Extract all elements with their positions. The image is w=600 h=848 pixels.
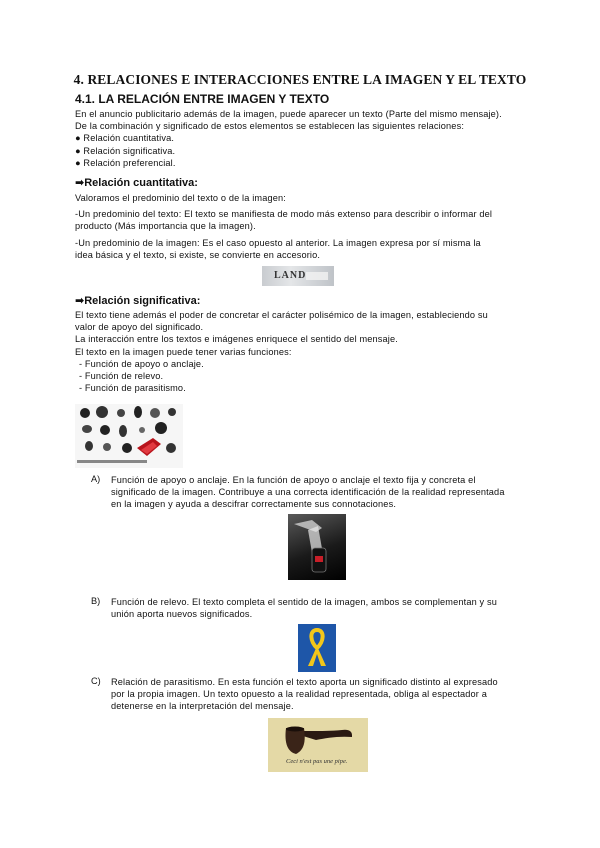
bullet-text: Relación significativa. bbox=[83, 145, 176, 156]
item-a-line: significado de la imagen. Contribuye a una correcta identificación de la realidad representada bbox=[111, 487, 505, 498]
signif-line: El texto en la imagen puede tener varias funciones: bbox=[75, 346, 292, 357]
footprints-collage-graphic bbox=[75, 404, 183, 468]
bullet-dot-icon: ● bbox=[75, 145, 81, 156]
quant-line: idea básica y el texto, si existe, se convierte en accesorio. bbox=[75, 249, 321, 260]
land-ad-word: LAND bbox=[274, 270, 307, 281]
bullet-text: Relación preferencial. bbox=[83, 157, 176, 168]
bullet-text: Relación cuantitativa. bbox=[83, 133, 175, 144]
yellow-ribbon-icon bbox=[298, 624, 336, 672]
function-item: - Función de relevo. bbox=[79, 371, 164, 382]
item-a-text bbox=[111, 474, 551, 511]
intro-paragraph bbox=[75, 108, 545, 169]
bullet-dot-icon: ● bbox=[75, 133, 81, 144]
significative-paragraph bbox=[75, 309, 545, 394]
bullet-dot-icon: ● bbox=[75, 157, 81, 168]
intro-line: De la combinación y significado de estos elementos se establecen las siguientes relaciones: bbox=[75, 121, 465, 132]
footprints-collage-image bbox=[75, 404, 183, 468]
item-b-line: Función de relevo. El texto completa el sentido de la imagen, ambos se complementan y su bbox=[111, 597, 498, 607]
bottle-ad-image bbox=[288, 514, 346, 580]
quant-lead: Valoramos el predominio del texto o de la imagen: bbox=[75, 193, 286, 203]
function-item: - Función de apoyo o anclaje. bbox=[79, 358, 204, 369]
quant-line: -Un predominio del texto: El texto se manifiesta de modo más extenso para describir o informar del bbox=[75, 209, 493, 220]
item-a-line: en la imagen y ayuda a descifrar correctamente sus connotaciones. bbox=[111, 499, 397, 510]
item-c-line: detenerse en la interpretación del mensaje. bbox=[111, 701, 294, 712]
item-b-text bbox=[111, 596, 551, 620]
item-c-text bbox=[111, 676, 551, 713]
page-title: 4. RELACIONES E INTERACCIONES ENTRE LA IMAGEN Y EL TEXTO bbox=[73, 72, 527, 87]
bottle-ad-graphic bbox=[288, 514, 346, 580]
bullet-item bbox=[75, 157, 545, 169]
ribbon-image bbox=[298, 624, 336, 672]
pipe-painting-image bbox=[268, 718, 368, 772]
item-a-letter: A) bbox=[91, 474, 101, 484]
quant-line: producto (Más importancia que la imagen). bbox=[75, 221, 256, 232]
section-heading: 4.1. LA RELACIÓN ENTRE IMAGEN Y TEXTO bbox=[75, 92, 330, 106]
quantitative-heading: ➡Relación cuantitativa: bbox=[75, 177, 198, 189]
signif-line: El texto tiene además el poder de concretar el carácter polisémico de la imagen, estableciendo su bbox=[75, 310, 488, 320]
item-c-line: por la propia imagen. Un texto opuesto a la realidad representada, obliga al espectador a bbox=[111, 689, 487, 700]
item-b-letter: B) bbox=[91, 596, 101, 606]
signif-line: valor de apoyo del significado. bbox=[75, 322, 204, 333]
bullet-item bbox=[75, 145, 545, 157]
bullet-item bbox=[75, 132, 545, 144]
item-b-line: unión aporta nuevos significados. bbox=[111, 609, 253, 620]
intro-line: En el anuncio publicitario además de la imagen, puede aparecer un texto (Parte del mismo mensaje). bbox=[75, 109, 502, 119]
quantitative-paragraph bbox=[75, 192, 545, 261]
significative-heading: ➡Relación significativa: bbox=[75, 295, 201, 307]
land-ad-image bbox=[262, 266, 334, 286]
item-c-line: Relación de parasitismo. En esta función el texto aporta un significado distinto al expresado bbox=[111, 677, 498, 687]
quant-line: -Un predominio de la imagen: Es el caso opuesto al anterior. La imagen expresa por sí misma la bbox=[75, 237, 481, 248]
function-item: - Función de parasitismo. bbox=[79, 383, 186, 394]
item-c-letter: C) bbox=[91, 676, 101, 686]
item-a-line: Función de apoyo o anclaje. En la función de apoyo o anclaje el texto fija y concreta el bbox=[111, 475, 476, 485]
signif-line: La interacción entre los textos e imágenes enriquece el sentido del mensaje. bbox=[75, 334, 398, 345]
pipe-caption: Ceci n'est pas une pipe. bbox=[286, 758, 348, 765]
